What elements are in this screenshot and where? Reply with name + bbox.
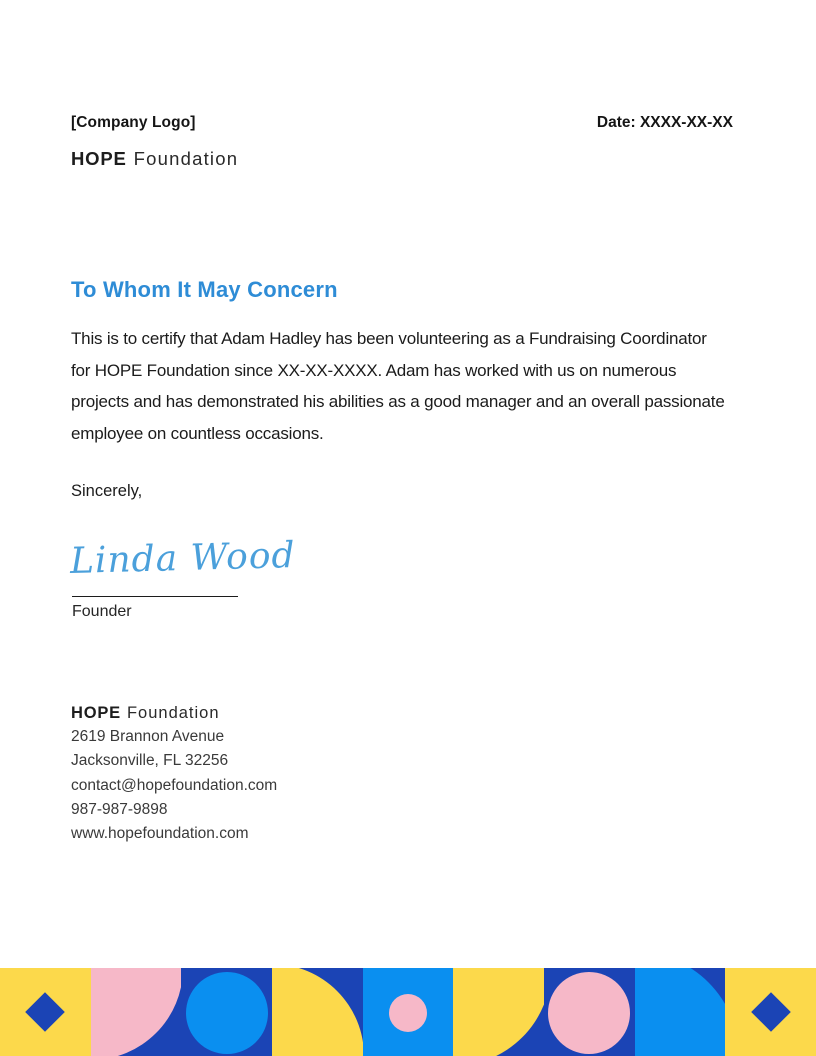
- company-logo-placeholder: [Company Logo]: [71, 114, 196, 131]
- band-tile: [272, 968, 363, 1056]
- quarter-bottom-left-shape: [272, 968, 363, 1056]
- footer-email: contact@hopefoundation.com: [71, 776, 278, 794]
- band-tile: [0, 968, 91, 1056]
- footer-phone: 987-987-9898: [71, 800, 168, 818]
- quarter-top-left-shape: [91, 968, 182, 1056]
- band-tile: [635, 968, 726, 1056]
- quarter-top-left-shape: [453, 968, 544, 1056]
- diamond-shape: [26, 992, 66, 1032]
- footer-address-line: Jacksonville, FL 32256: [71, 752, 229, 770]
- circle-small-shape: [389, 994, 427, 1032]
- band-tile: [363, 968, 454, 1056]
- letter-body-paragraph: This is to certify that Adam Hadley has been volunteering as a Fundraising Coordinator for HOPE Foundation since XX-XX-XXXX. Adam has worked with us on numerous projects and has demonstrated his abilities as a good manager and an overall passionate employee on countless occasions.: [71, 329, 725, 443]
- logo-text-bold: HOPE: [71, 148, 127, 169]
- footer-contact-block: [71, 701, 277, 846]
- date-field: Date: XXXX-XX-XX: [596, 114, 733, 131]
- footer-address-line: 2619 Brannon Avenue: [71, 728, 225, 746]
- salutation-heading: To Whom It May Concern: [71, 277, 338, 302]
- signer-title: Founder: [72, 603, 132, 620]
- diamond-shape: [751, 992, 791, 1032]
- signature-script: Linda Wood: [69, 535, 297, 582]
- band-tile: [181, 968, 272, 1056]
- circle-large-shape: [548, 972, 630, 1054]
- company-logo: [71, 148, 238, 170]
- footer-logo: [71, 701, 277, 725]
- decorative-band: [0, 968, 816, 1056]
- band-tile: [453, 968, 544, 1056]
- footer-logo-text-light: Foundation: [126, 704, 220, 722]
- circle-large-shape: [186, 972, 268, 1054]
- band-tile: [91, 968, 182, 1056]
- signature-underline: [72, 596, 238, 597]
- footer-logo-text-bold: HOPE: [71, 704, 121, 722]
- quarter-bottom-left-shape: [635, 968, 726, 1056]
- band-tile: [725, 968, 816, 1056]
- footer-website: www.hopefoundation.com: [71, 825, 249, 843]
- logo-text-light: Foundation: [133, 148, 239, 169]
- closing-text: Sincerely,: [71, 482, 143, 500]
- band-tile: [544, 968, 635, 1056]
